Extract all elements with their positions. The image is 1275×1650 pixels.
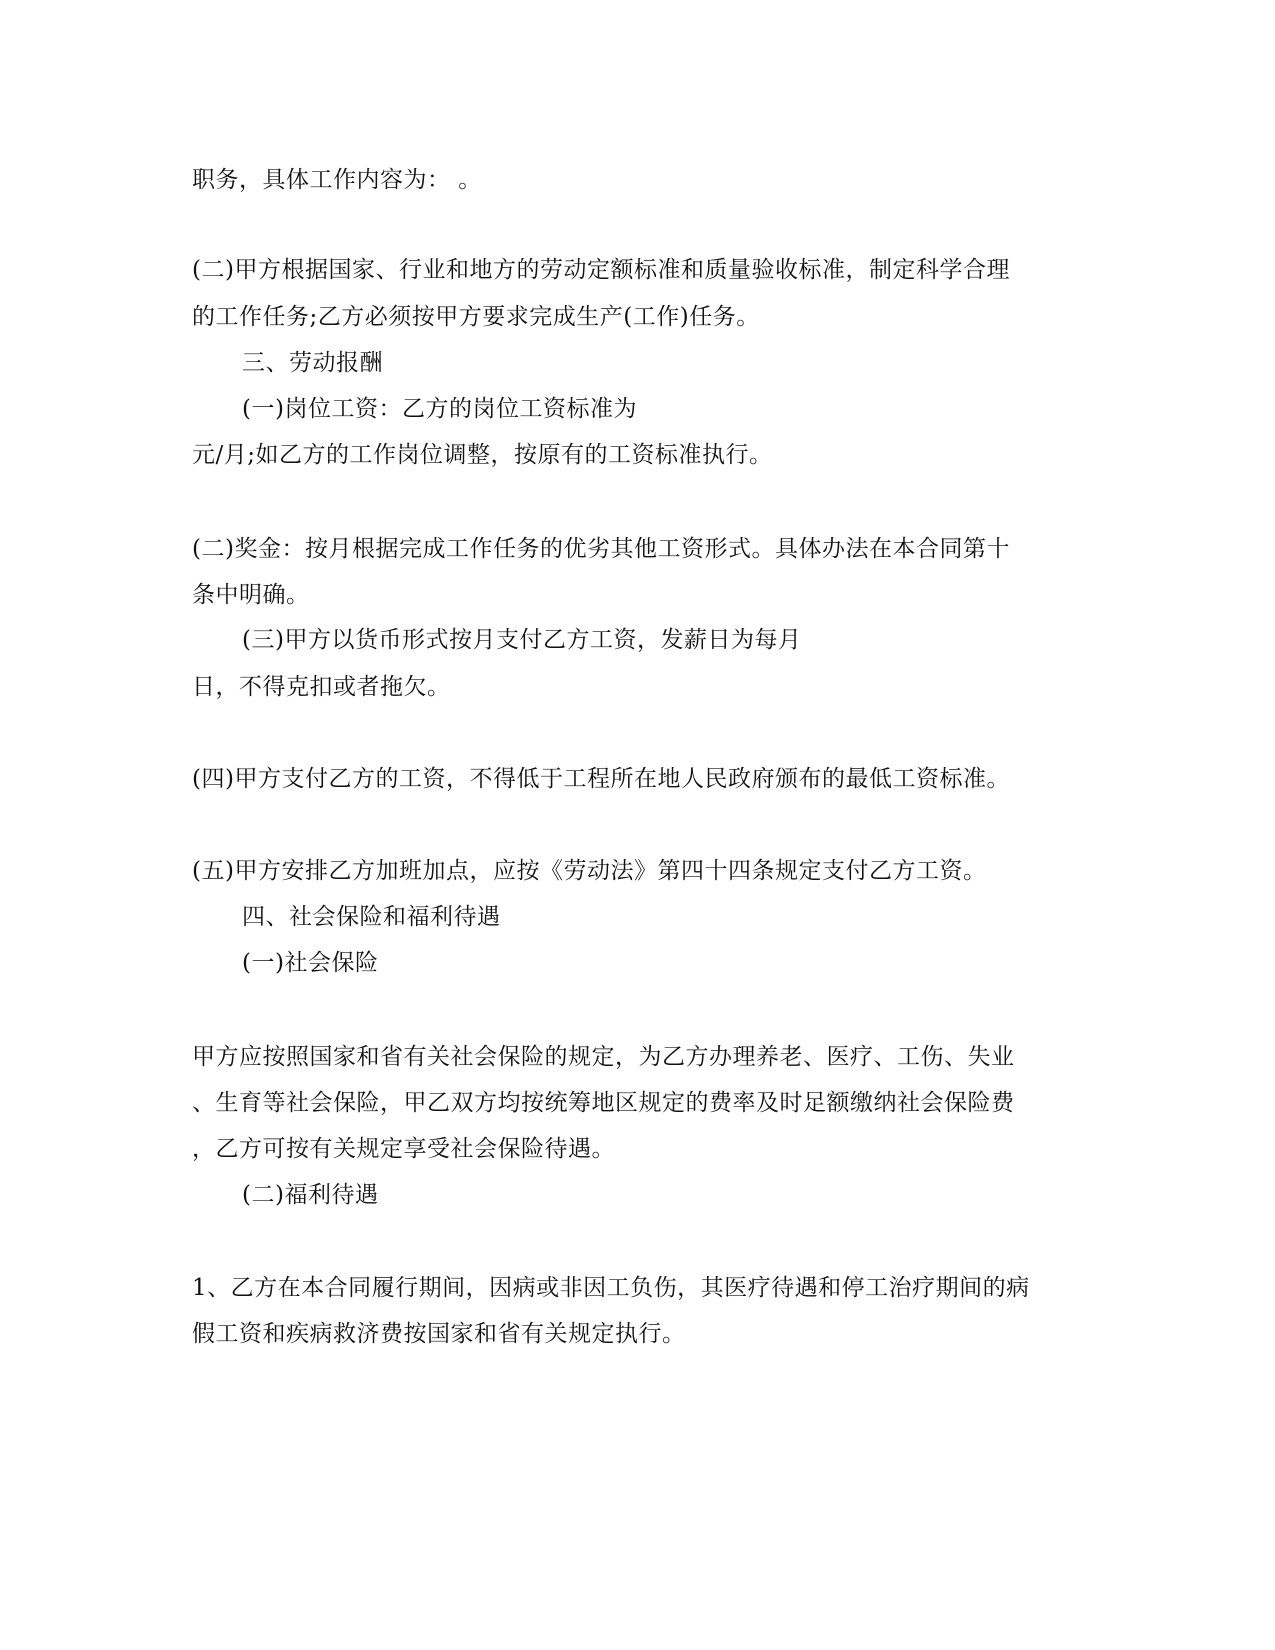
body-text-line: 元/月;如乙方的工作岗位调整，按原有的工资标准执行。	[192, 442, 773, 468]
body-text-line: 假工资和疾病救济费按国家和省有关规定执行。	[192, 1321, 686, 1347]
clause-3-3: (三)甲方以货币形式按月支付乙方工资，发薪日为每月	[242, 627, 802, 653]
clause-3-2: (二)奖金：按月根据完成工作任务的优劣其他工资形式。具体办法在本合同第十	[192, 536, 1010, 562]
clause-4-1: (一)社会保险	[242, 950, 379, 976]
body-text-line: 甲方应按照国家和省有关社会保险的规定，为乙方办理养老、医疗、工伤、失业	[192, 1044, 1015, 1070]
body-text-line: 、生育等社会保险，甲乙双方均按统筹地区规定的费率及时足额缴纳社会保险费	[192, 1090, 1015, 1116]
clause-4-2: (二)福利待遇	[242, 1182, 379, 1208]
clause-2-2: (二)甲方根据国家、行业和地方的劳动定额标准和质量验收标准，制定科学合理	[192, 257, 1010, 283]
body-text-line: 职务，具体工作内容为： 。	[192, 167, 482, 193]
clause-3-1: (一)岗位工资：乙方的岗位工资标准为	[242, 396, 637, 422]
body-text-line: 条中明确。	[192, 582, 310, 608]
body-text-line: 日，不得克扣或者拖欠。	[192, 674, 451, 700]
item-1: 1、乙方在本合同履行期间，因病或非因工负伤，其医疗待遇和停工治疗期间的病	[192, 1275, 1030, 1301]
clause-3-4: (四)甲方支付乙方的工资，不得低于工程所在地人民政府颁布的最低工资标准。	[192, 766, 1010, 792]
body-text-line: 的工作任务;乙方必须按甲方要求完成生产(工作)任务。	[192, 304, 760, 330]
section-heading-remuneration: 三、劳动报酬	[242, 350, 383, 376]
clause-3-5: (五)甲方安排乙方加班加点，应按《劳动法》第四十四条规定支付乙方工资。	[192, 858, 987, 884]
section-heading-social-insurance: 四、社会保险和福利待遇	[242, 904, 501, 930]
body-text-line: ，乙方可按有关规定享受社会保险待遇。	[192, 1136, 615, 1162]
